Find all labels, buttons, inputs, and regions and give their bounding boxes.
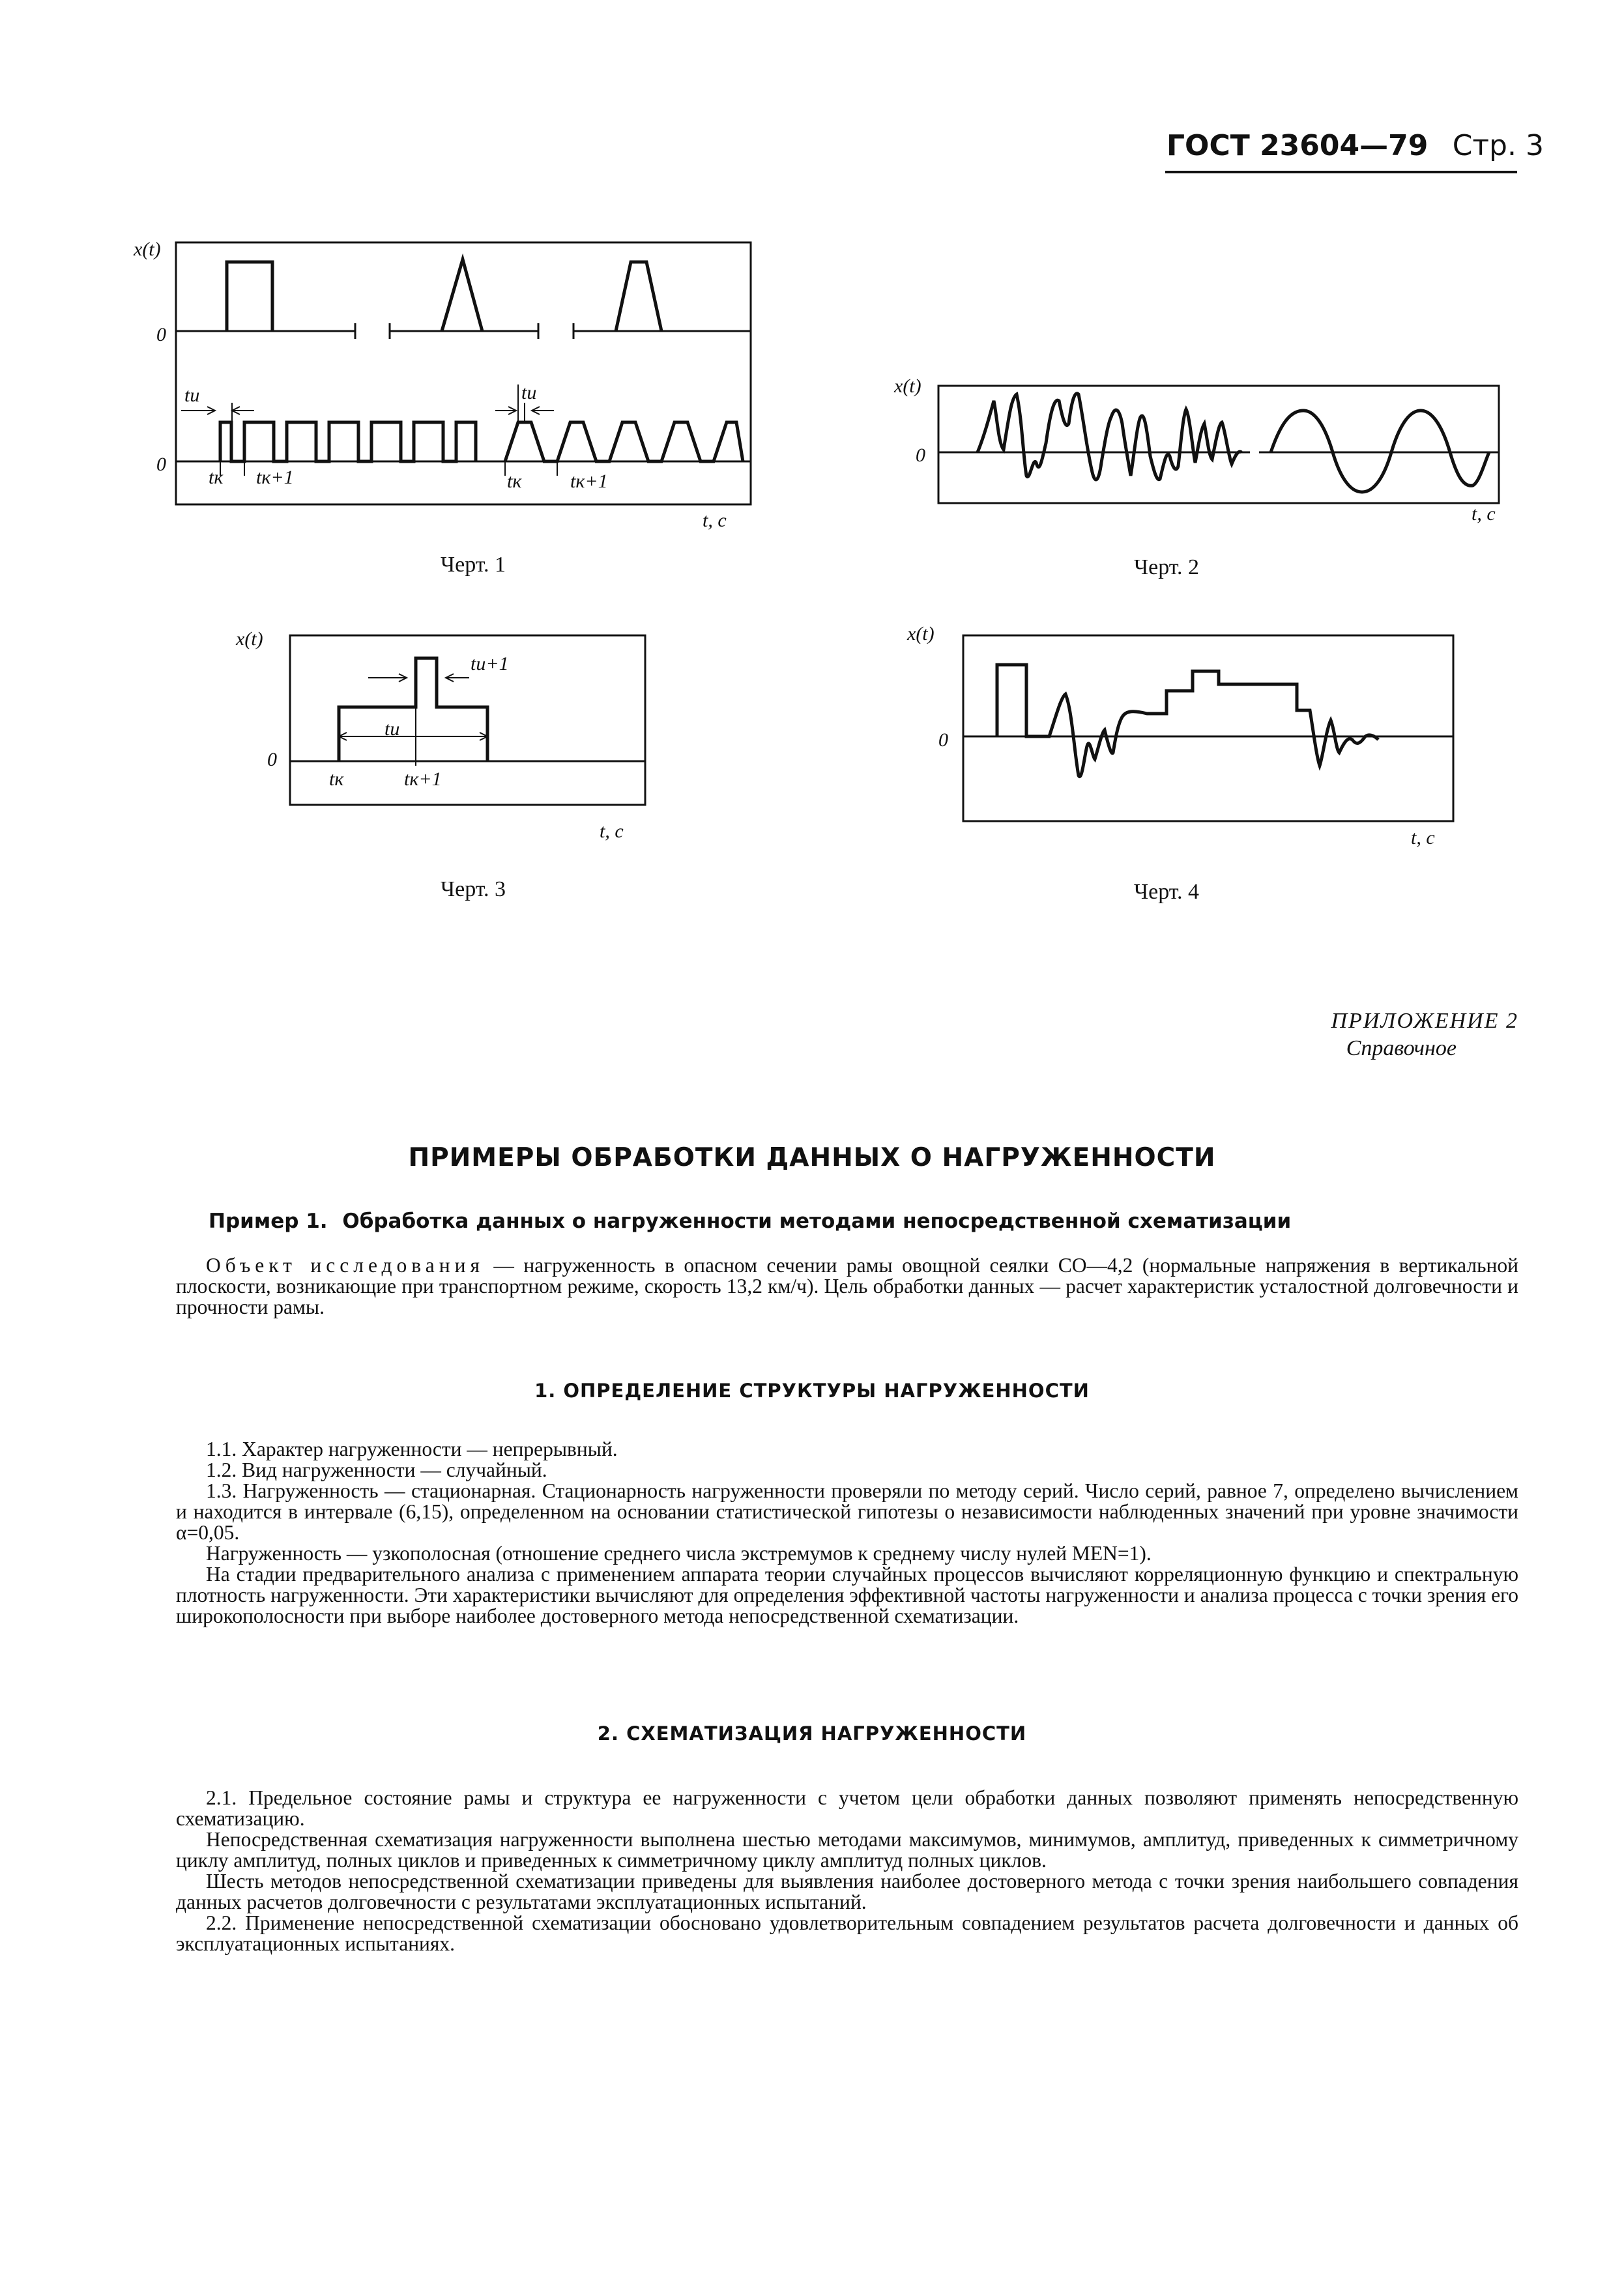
- fig1-triangle-pulse: [442, 259, 482, 331]
- fig1-zero-bottom: 0: [156, 454, 166, 475]
- fig3-tu: tu: [384, 718, 400, 740]
- fig1-tu-right: tu: [521, 382, 537, 403]
- fig4-zero: 0: [938, 729, 948, 751]
- fig1-tk1-left: tк+1: [256, 467, 294, 488]
- fig3-t-axis: t, с: [600, 820, 624, 842]
- main-title: ПРИМЕРЫ ОБРАБОТКИ ДАННЫХ О НАГРУЖЕННОСТИ: [408, 1143, 1216, 1172]
- fig1-tk-left: tк: [209, 467, 224, 488]
- fig4-y-label: x(t): [907, 623, 935, 645]
- fig3-y-label: x(t): [236, 628, 263, 650]
- fig1-frame: [176, 242, 751, 504]
- section1-body: [176, 1439, 1518, 1627]
- fig1-tu-left: tu: [184, 384, 200, 406]
- fig2-random-signal: [978, 394, 1241, 480]
- appendix-block: [1331, 1008, 1518, 1062]
- s2-para-2: Непосредственная схематизация нагруженности выполнена шестью методами максимумов, минимумов, амплитуд, приведенных к симметричному циклу амплитуд, полных циклов и приведенных к симметричному циклу амплитуд полных циклов.: [176, 1828, 1518, 1872]
- section2-title: 2. СХЕМАТИЗАЦИЯ НАГРУЖЕННОСТИ: [597, 1722, 1027, 1745]
- object-text: — нагруженность в опасном сечении рамы овощной сеялки СО—4,2 (нормальные напряжения в вертикальной плоскости, возникающие при транспортном режиме, скорость 13,2 км/ч). Цель обработки данных — расчет характеристик усталостной долговечности и прочности рамы.: [176, 1254, 1518, 1318]
- fig4-frame: [963, 635, 1453, 821]
- fig2-t-axis: t, с: [1472, 503, 1496, 525]
- s1-para-5: На стадии предварительного анализа с применением аппарата теории случайных процессов вычисляют корреляционную функцию и спектральную плотность нагруженности. Эти характеристики вычисляют для определения эффективной частоты нагруженности и анализа процесса с точки зрения его широкополосности при выборе наиболее достоверного метода непосредственной схематизации.: [176, 1563, 1518, 1627]
- fig3-tu1: tu+1: [471, 653, 509, 675]
- s2-para-3: Шесть методов непосредственной схематизации приведены для выявления наиболее достоверного метода с точки зрения наибольшего совпадения данных расчетов долговечности с результатами эксплуатационных испытаний.: [176, 1870, 1518, 1913]
- s2-para-4: 2.2. Применение непосредственной схематизации обосновано удовлетворительным совпадением результатов расчета долговечности и данных об эксплуатационных испытаниях.: [176, 1911, 1518, 1955]
- s1-para-2: 1.2. Вид нагруженности — случайный.: [206, 1458, 547, 1481]
- fig1-zero-top: 0: [156, 324, 166, 345]
- appendix-title: ПРИЛОЖЕНИЕ 2: [1331, 1009, 1518, 1033]
- example-label: Пример 1.: [209, 1210, 328, 1233]
- fig3-step-pulse: [339, 658, 487, 761]
- section1-title: 1. ОПРЕДЕЛЕНИЕ СТРУКТУРЫ НАГРУЖЕННОСТИ: [534, 1380, 1090, 1402]
- page-number: Стр. 3: [1452, 129, 1544, 162]
- section2-body: [176, 1788, 1518, 1954]
- fig1-tk1-right: tк+1: [570, 471, 608, 492]
- figures-area: [0, 0, 1624, 945]
- fig4-caption: Черт. 4: [1134, 880, 1200, 904]
- figure-1: [176, 242, 751, 504]
- figure-4: [963, 635, 1453, 821]
- fig3-tk: tк: [329, 768, 344, 790]
- fig4-t-axis: t, с: [1411, 827, 1435, 849]
- figure-2: [938, 386, 1499, 503]
- example-heading: [209, 1210, 1291, 1233]
- fig1-rect-pulse-train: [220, 422, 476, 461]
- fig3-tk1: tк+1: [404, 768, 442, 790]
- fig1-t-axis: t, с: [703, 510, 727, 531]
- s2-para-1: 2.1. Предельное состояние рамы и структура ее нагруженности с учетом цели обработки данных позволяют применять непосредственную схематизацию.: [176, 1786, 1518, 1830]
- s1-para-4: Нагруженность — узкополосная (отношение среднего числа экстремумов к среднему числу нулей MEN=1).: [206, 1542, 1152, 1565]
- s1-para-1: 1.1. Характер нагруженности — непрерывный.: [206, 1438, 618, 1460]
- fig1-tk-right: tк: [507, 471, 522, 492]
- fig2-zero: 0: [916, 444, 925, 466]
- fig2-y-label: x(t): [894, 375, 921, 397]
- fig3-zero: 0: [267, 749, 277, 770]
- fig2-caption: Черт. 2: [1134, 555, 1200, 579]
- appendix-subtitle: Справочное: [1346, 1036, 1457, 1060]
- fig4-mixed-signal: [997, 665, 1378, 777]
- s1-para-3: 1.3. Нагруженность — стационарная. Стационарность нагруженности проверяли по методу серий. Число серий, равное 7, определено вычислением и находится в интервале (6,15), определенном на основании статистической гипотезы о независимости наблюденных значений при уровне значимости α=0,05.: [176, 1479, 1518, 1544]
- standard-number: ГОСТ 23604—79: [1167, 129, 1428, 162]
- fig1-trapezoid-pulse: [616, 262, 661, 331]
- fig1-caption: Черт. 1: [441, 553, 506, 577]
- fig1-trap-pulse-train: [505, 422, 743, 461]
- object-label: Объект исследования: [206, 1254, 484, 1277]
- example-title: Обработка данных о нагруженности методами непосредственной схематизации: [342, 1210, 1292, 1233]
- fig3-caption: Черт. 3: [441, 877, 506, 901]
- fig1-rect-pulse: [227, 262, 272, 331]
- fig1-y-label: x(t): [134, 239, 161, 260]
- intro-paragraph: [176, 1255, 1518, 1318]
